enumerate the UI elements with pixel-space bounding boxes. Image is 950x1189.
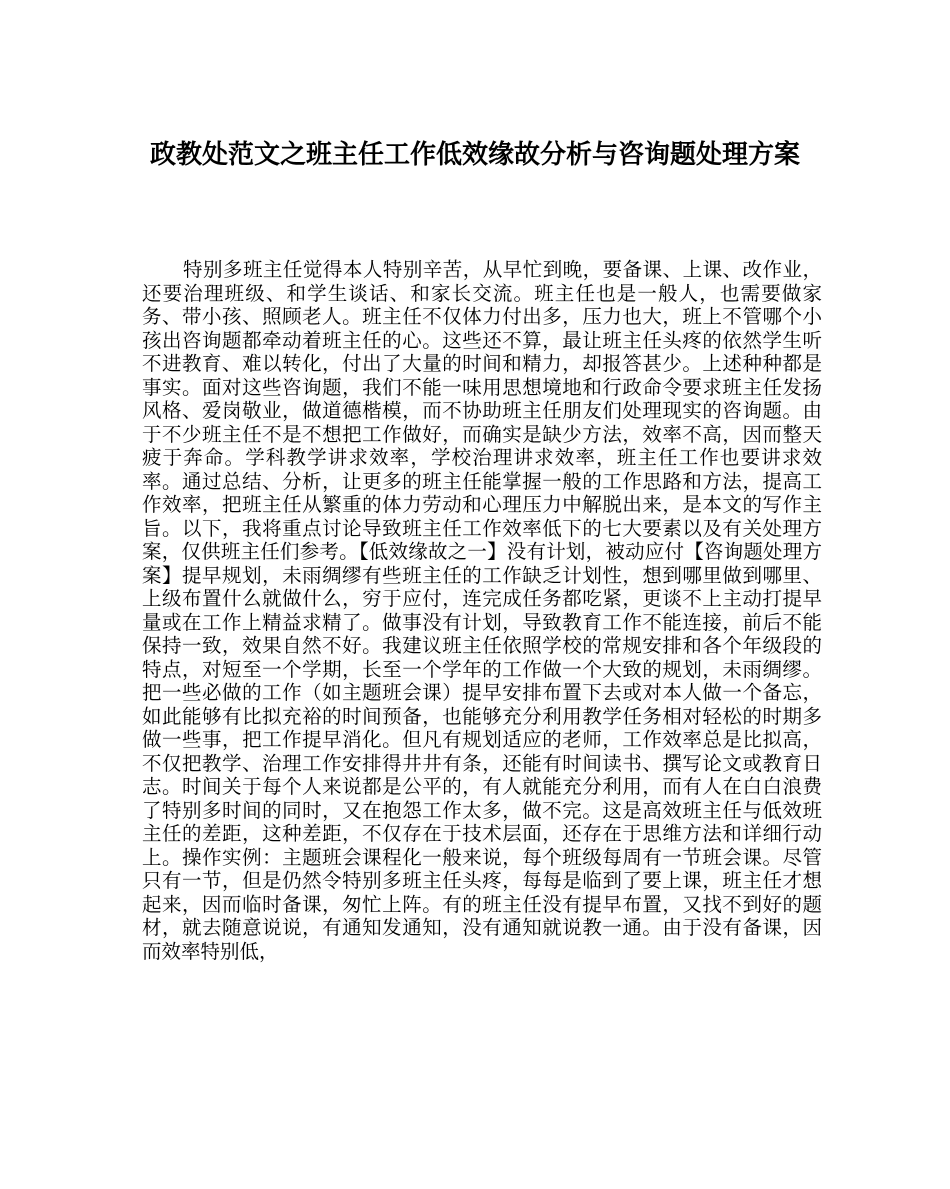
document-title: 政教处范文之班主任工作低效缘故分析与咨询题处理方案 — [149, 140, 800, 170]
document-body-paragraph: 特别多班主任觉得本人特别辛苦，从早忙到晚，要备课、上课、改作业，还要治理班级、和学生谈话、和家长交流。班主任也是一般人，也需要做家务、带小孩、照顾老人。班主任不仅体力付出多，压力也大，班上不管哪个小孩出咨询题都牵动着班主任的心。这些还不算，最让班主任头疼的依然学生听不进教育、难以转化，付出了大量的时间和精力，却报答甚少。上述种种都是事实。面对这些咨询题，我们不能一味用思想境地和行政命令要求班主任发扬风格、爱岗敬业，做道德楷模，而不协助班主任朋友们处理现实的咨询题。由于不少班主任不是不想把工作做好，而确实是缺少方法，效率不高，因而整天疲于奔命。学科教学讲求效率，学校治理讲求效率，班主任工作也要讲求效率。通过总结、分析，让更多的班主任能掌握一般的工作思路和方法，提高工作效率，把班主任从繁重的体力劳动和心理压力中解脱出来，是本文的写作主旨。以下，我将重点讨论导致班主任工作效率低下的七大要素以及有关处理方案，仅供班主任们参考。【低效缘故之一】没有计划，被动应付【咨询题处理方案】提早规划，未雨绸缪有些班主任的工作缺乏计划性，想到哪里做到哪里、上级布置什么就做什么，穷于应付，连完成任务都吃紧，更谈不上主动打提早量或在工作上精益求精了。做事没有计划，导致教育工作不能连接，前后不能保持一致，效果自然不好。我建议班主任依照学校的常规安排和各个年级段的特点，对短至一个学期，长至一个学年的工作做一个大致的规划，未雨绸缪。把一些必做的工作（如主题班会课）提早安排布置下去或对本人做一个备忘，如此能够有比拟充裕的时间预备，也能够充分利用教学任务相对轻松的时期多做一些事，把工作提早消化。但凡有规划适应的老师，工作效率总是比拟高，不仅把教学、治理工作安排得井井有条，还能有时间读书、撰写论文或教育日志。时间关于每个人来说都是公平的，有人就能充分利用，而有人在白白浪费了特别多时间的同时，又在抱怨工作太多，做不完。这是高效班主任与低效班主任的差距，这种差距，不仅存在于技术层面，还存在于思维方法和详细行动上。操作实例：主题班会课程化一般来说，每个班级每周有一节班会课。尽管只有一节，但是仍然令特别多班主任头疼，每每是临到了要上课，班主任才想起来，因而临时备课，匆忙上阵。有的班主任没有提早布置，又找不到好的题材，就去随意说说，有通知发通知，没有通知就说教一通。由于没有备课，因而效率特别低， — [142, 258, 822, 963]
